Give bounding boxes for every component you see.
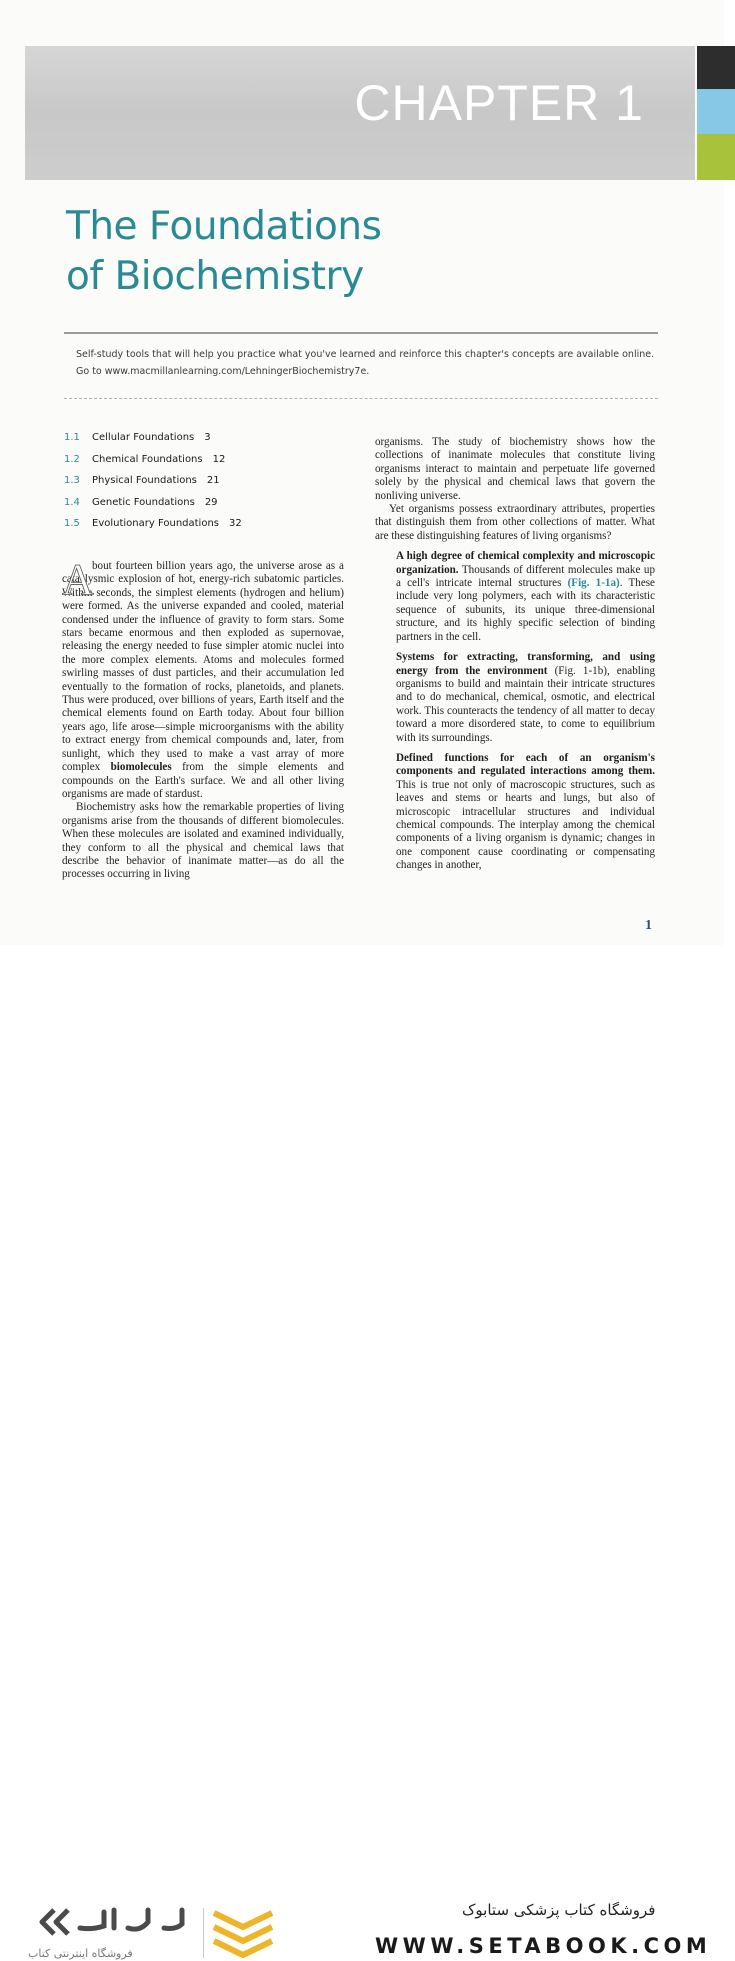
- attribute-text-end: . These include very long polymers, each with its characteristic sequence of subunits, its unique three-dimensional structure, and its highly specific selection of binding partners in the cell.: [396, 577, 655, 643]
- toc-number: 1.3: [64, 475, 80, 486]
- attribute-heading: A high degree of chemical complexity and microscopic organization.: [396, 550, 655, 576]
- toc-item[interactable]: [64, 475, 242, 497]
- paragraph-intro: [62, 560, 344, 801]
- toc-number: 1.1: [64, 432, 80, 443]
- term-biomolecules: biomolecules: [110, 761, 172, 774]
- chapter-title-line-2: of Biochemistry: [66, 254, 364, 299]
- toc-page: 29: [204, 496, 218, 508]
- chapter-label: CHAPTER 1: [354, 75, 644, 131]
- intro-text: bout fourteen billion years ago, the universe arose as a cataclysmic explosion of hot, energy-rich subatomic particles. Within seconds, the simplest elements (hydrogen and helium) were formed. As the universe expanded and cooled, material condensed under the influence of gravity to form stars. Some stars became enormous and then exploded as supernovae, releasing the energy needed to fuse simpler atomic nuclei into the more complex elements. Atoms and molecules formed swirling masses of dust particles, and their accumulation led eventually to the formation of rocks, planetoids, and planets. Thus were produced, over billions of years, Earth itself and the chemical elements found on Earth today. About four billion years ago, life arose—simple microorganisms with the ability to extract energy from chemical compounds and, later, from sunlight, which they used to make a vast array of more complex: [62, 560, 344, 774]
- store-footer: [0, 945, 724, 1960]
- drop-cap: [62, 555, 94, 604]
- drop-cap-letter: A: [62, 555, 94, 604]
- toc-title: Chemical Foundations: [92, 453, 203, 465]
- toc-title: Cellular Foundations: [92, 432, 195, 443]
- toc-page: 3: [204, 432, 211, 443]
- note-line-1: Self-study tools that will help you practice what you've learned and reinforce this chapter's concepts are available online.: [76, 349, 655, 360]
- toc-number: 1.5: [64, 518, 80, 529]
- attribute-text: Thousands of different molecules make up a cell's intricate internal structures: [396, 563, 655, 590]
- chapter-title: [66, 202, 381, 302]
- paragraph-continued: organisms. The study of biochemistry shows how the collections of inanimate molecules that constitute living organisms interact to maintain and perpetuate life governed solely by the physical and chemical laws that govern the nonliving universe.: [375, 436, 655, 502]
- attribute-complexity: [375, 550, 655, 644]
- right-column: [375, 436, 655, 873]
- paragraph-biochemistry: Biochemistry asks how the remarkable properties of living organisms arise from the thousands of different biomolecules. When these molecules are isolated and examined individually, they conform to all the physical and chemical laws that describe the behavior of inanimate matter—as do all the processes occurring in living: [62, 801, 344, 881]
- toc-number: 1.4: [64, 496, 80, 508]
- toc-title: Evolutionary Foundations: [92, 518, 219, 529]
- toc-page: 21: [206, 475, 220, 486]
- intro-text-end: from the simple elements and compounds on the Earth's surface. We and all other living organisms are made of stardust.: [62, 761, 344, 800]
- toc-page: 12: [212, 453, 226, 465]
- note-line-2: Go to www.macmillanlearning.com/LehningerBiochemistry7e.: [76, 366, 370, 377]
- toc-item[interactable]: [64, 432, 242, 454]
- section-contents: [64, 432, 242, 540]
- self-study-note: [64, 332, 658, 399]
- toc-page: 32: [229, 518, 242, 529]
- color-swatch-blue: [697, 89, 735, 134]
- attribute-heading: Systems for extracting, transforming, and using energy from the environment: [396, 651, 655, 677]
- toc-item[interactable]: [64, 497, 242, 519]
- figure-reference-link[interactable]: (Fig. 1-1a): [567, 577, 620, 590]
- chapter-title-line-1: The Foundations: [66, 204, 382, 249]
- book-page: [0, 0, 724, 945]
- attribute-heading: Defined functions for each of an organism's components and regulated interactions among them.: [396, 751, 655, 778]
- toc-title: Genetic Foundations: [92, 496, 195, 508]
- page-number: 1: [645, 918, 652, 933]
- footer-divider: [203, 1908, 204, 1958]
- store-name: فروشگاه کتاب پزشکی ستابوک: [462, 1901, 656, 1919]
- book-stack-icon: [210, 1907, 276, 1961]
- paragraph-attributes: Yet organisms possess extraordinary attributes, properties that distinguish them from other collections of matter. What are these distinguishing features of living organisms?: [375, 503, 655, 542]
- setabook-logo-icon: [32, 1900, 192, 1944]
- toc-item[interactable]: [64, 454, 242, 476]
- toc-number: 1.2: [64, 453, 80, 465]
- left-column: [62, 555, 344, 882]
- attribute-functions: [375, 752, 655, 873]
- attribute-text: (Fig. 1-1b), enabling organisms to build and maintain their intricate structures and to do mechanical, chemical, osmotic, and electrical work. This counteracts the tendency of all matter to decay toward a more disordered state, to come to equilibrium with its surroundings.: [396, 664, 655, 744]
- attribute-energy: [375, 651, 655, 745]
- store-url-link[interactable]: WWW.SETABOOK.COM: [375, 1934, 712, 1958]
- color-swatch-green: [697, 134, 735, 180]
- toc-title: Physical Foundations: [92, 475, 197, 486]
- attribute-text: This is true not only of macroscopic structures, such as leaves and stems or hearts and lungs, but also of microscopic intracellular structures and individual chemical compounds. The interplay among the chemical components of a living organism is dynamic; changes in one component cause coordinating or compensating changes in another,: [396, 778, 655, 872]
- color-swatch-dark: [697, 46, 735, 89]
- logo-tagline: فروشگاه اینترنتی کتاب: [28, 1947, 133, 1960]
- toc-item[interactable]: [64, 518, 242, 540]
